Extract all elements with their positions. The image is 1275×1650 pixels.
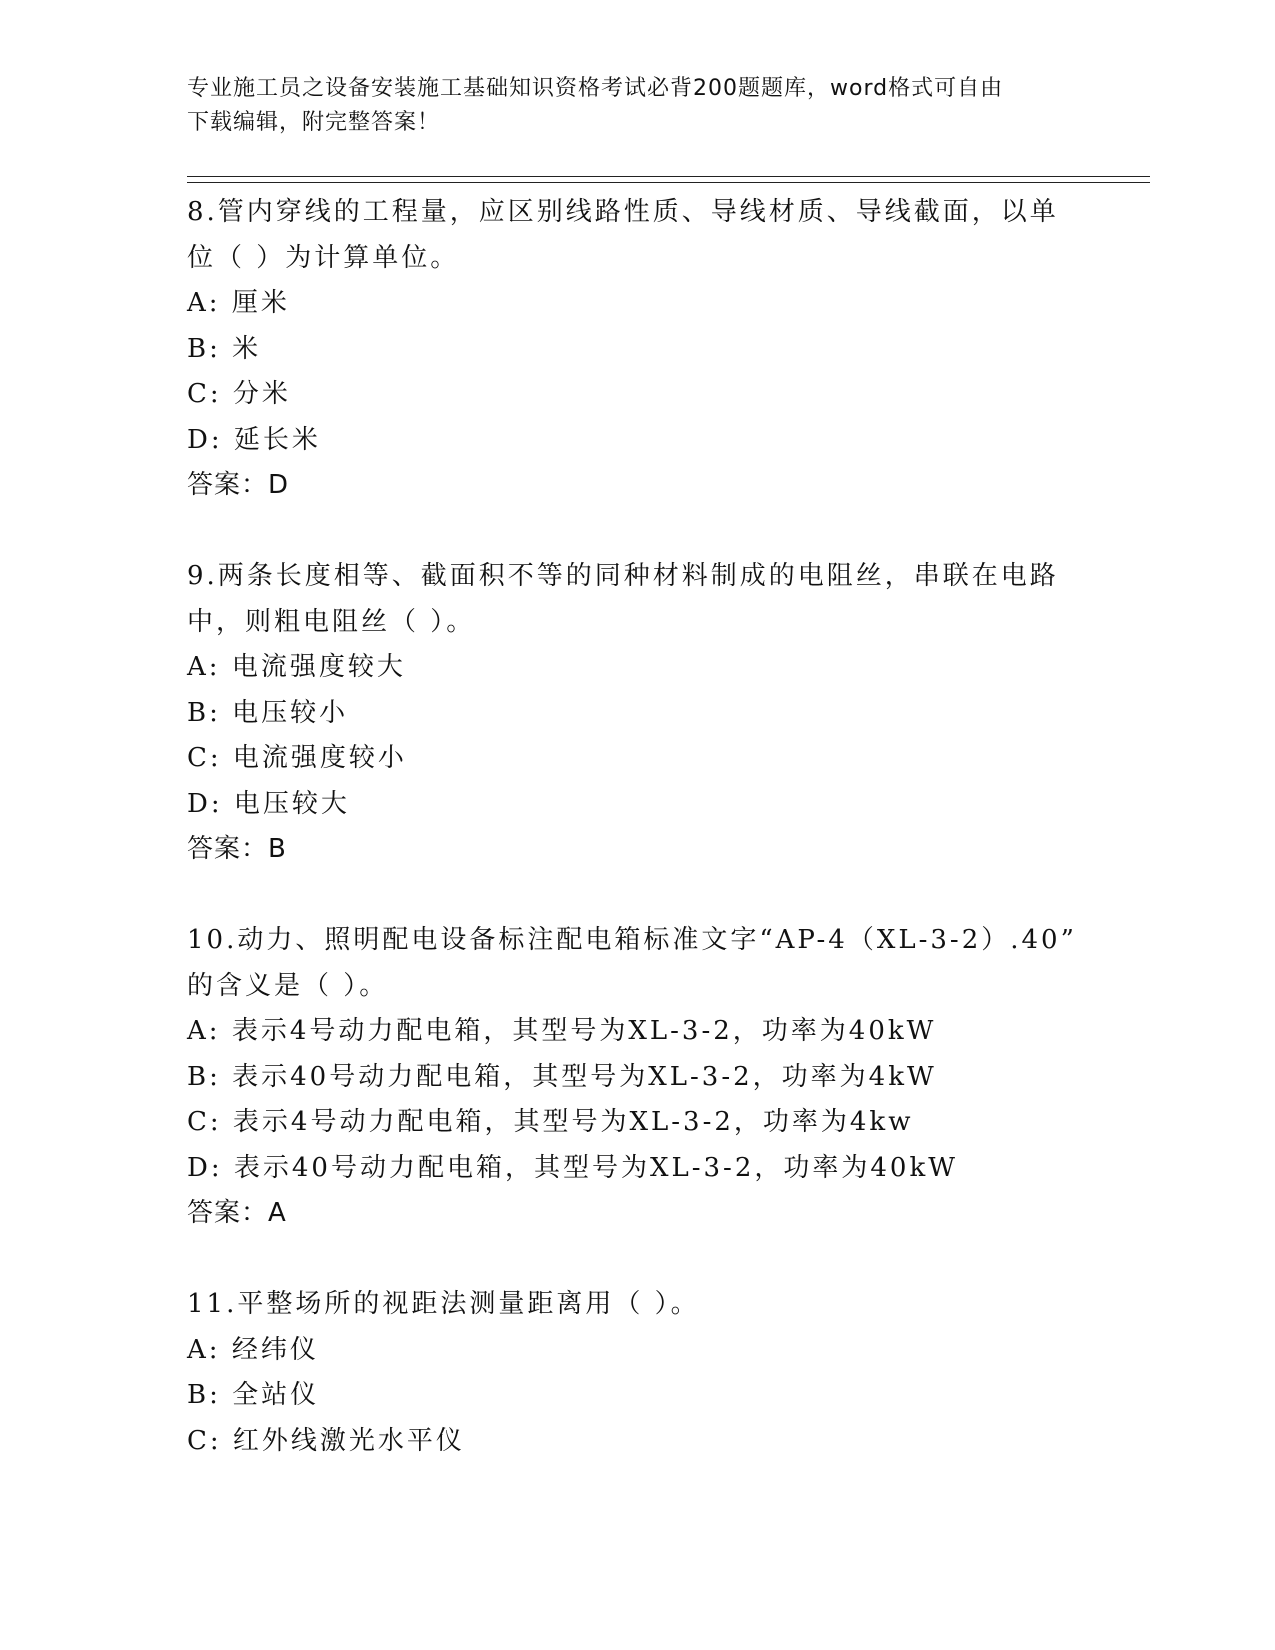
option-text: 经纬仪 <box>231 1334 319 1365</box>
option-text: 表示40号动力配电箱，其型号为XL-3-2，功率为4kW <box>232 1061 937 1092</box>
option-text: 表示40号动力配电箱，其型号为XL-3-2，功率为40kW <box>233 1152 958 1183</box>
option-text: 厘米 <box>231 288 290 318</box>
option-b <box>187 1373 1087 1419</box>
option-letter: B: <box>187 1380 221 1410</box>
answer-label: 答案：D <box>187 470 290 500</box>
question-text: 11.平整场所的视距法测量距离用（ ）。 <box>187 1289 700 1319</box>
option-text: 红外线激光水平仪 <box>232 1425 465 1456</box>
option-b <box>187 691 1087 737</box>
question-9 <box>187 554 1087 918</box>
question-text: 的含义是（ ）。 <box>187 970 389 1001</box>
option-text: 表示4号动力配电箱，其型号为XL-3-2，功率为40kW <box>231 1016 937 1046</box>
option-a <box>187 281 1087 327</box>
option-letter: C: <box>187 743 222 773</box>
header-line-2: 下载编辑，附完整答案！ <box>187 110 441 135</box>
option-a <box>187 1328 1087 1374</box>
question-text: 中，则粗电阻丝（ ）。 <box>187 606 476 637</box>
option-letter: A: <box>187 288 221 318</box>
document-header <box>187 72 1067 140</box>
question-list <box>187 190 1087 1464</box>
option-letter: D: <box>187 1152 223 1183</box>
option-d <box>187 1146 1087 1192</box>
option-a <box>187 1009 1087 1055</box>
option-letter: C: <box>187 1425 222 1456</box>
option-a <box>187 645 1087 691</box>
question-text: 8.管内穿线的工程量，应区别线路性质、导线材质、导线截面，以单 <box>187 197 1059 227</box>
question-11 <box>187 1282 1087 1464</box>
question-text: 9.两条长度相等、截面积不等的同种材料制成的电阻丝，串联在电路 <box>187 561 1059 591</box>
option-text: 表示4号动力配电箱，其型号为XL-3-2，功率为4kw <box>232 1107 914 1137</box>
question-10 <box>187 918 1087 1282</box>
question-text: 10.动力、照明配电设备标注配电箱标准文字“AP-4（XL-3-2）.40” <box>187 925 1077 955</box>
spacer <box>187 1237 1087 1283</box>
option-letter: B: <box>187 697 221 728</box>
option-c <box>187 1100 1087 1146</box>
option-d <box>187 418 1087 464</box>
answer-label: 答案：A <box>187 1198 287 1228</box>
option-text: 分米 <box>232 379 291 409</box>
option-c <box>187 372 1087 418</box>
option-letter: B: <box>187 1061 221 1092</box>
option-c <box>187 736 1087 782</box>
option-letter: D: <box>187 424 223 455</box>
option-letter: D: <box>187 788 223 819</box>
question-8 <box>187 190 1087 554</box>
option-letter: A: <box>187 1016 221 1046</box>
option-text: 延长米 <box>233 424 321 455</box>
option-text: 米 <box>232 333 262 364</box>
option-letter: B: <box>187 333 221 364</box>
option-c <box>187 1419 1087 1465</box>
option-text: 电压较大 <box>233 788 350 819</box>
option-text: 电压较小 <box>232 697 349 728</box>
option-text: 电流强度较大 <box>231 652 406 682</box>
option-letter: A: <box>187 652 221 682</box>
question-text: 位（ ）为计算单位。 <box>187 242 460 273</box>
spacer <box>187 509 1087 555</box>
option-b <box>187 327 1087 373</box>
option-text: 电流强度较小 <box>232 743 407 773</box>
header-divider-bottom <box>187 182 1150 183</box>
option-text: 全站仪 <box>232 1380 320 1410</box>
option-letter: C: <box>187 379 222 409</box>
spacer <box>187 873 1087 919</box>
option-letter: A: <box>187 1334 221 1365</box>
option-letter: C: <box>187 1107 222 1137</box>
option-b <box>187 1055 1087 1101</box>
header-divider-top <box>187 176 1150 177</box>
answer-label: 答案：B <box>187 834 287 864</box>
option-d <box>187 782 1087 828</box>
header-line-1: 专业施工员之设备安装施工基础知识资格考试必背200题题库，word格式可自由 <box>187 76 1004 101</box>
